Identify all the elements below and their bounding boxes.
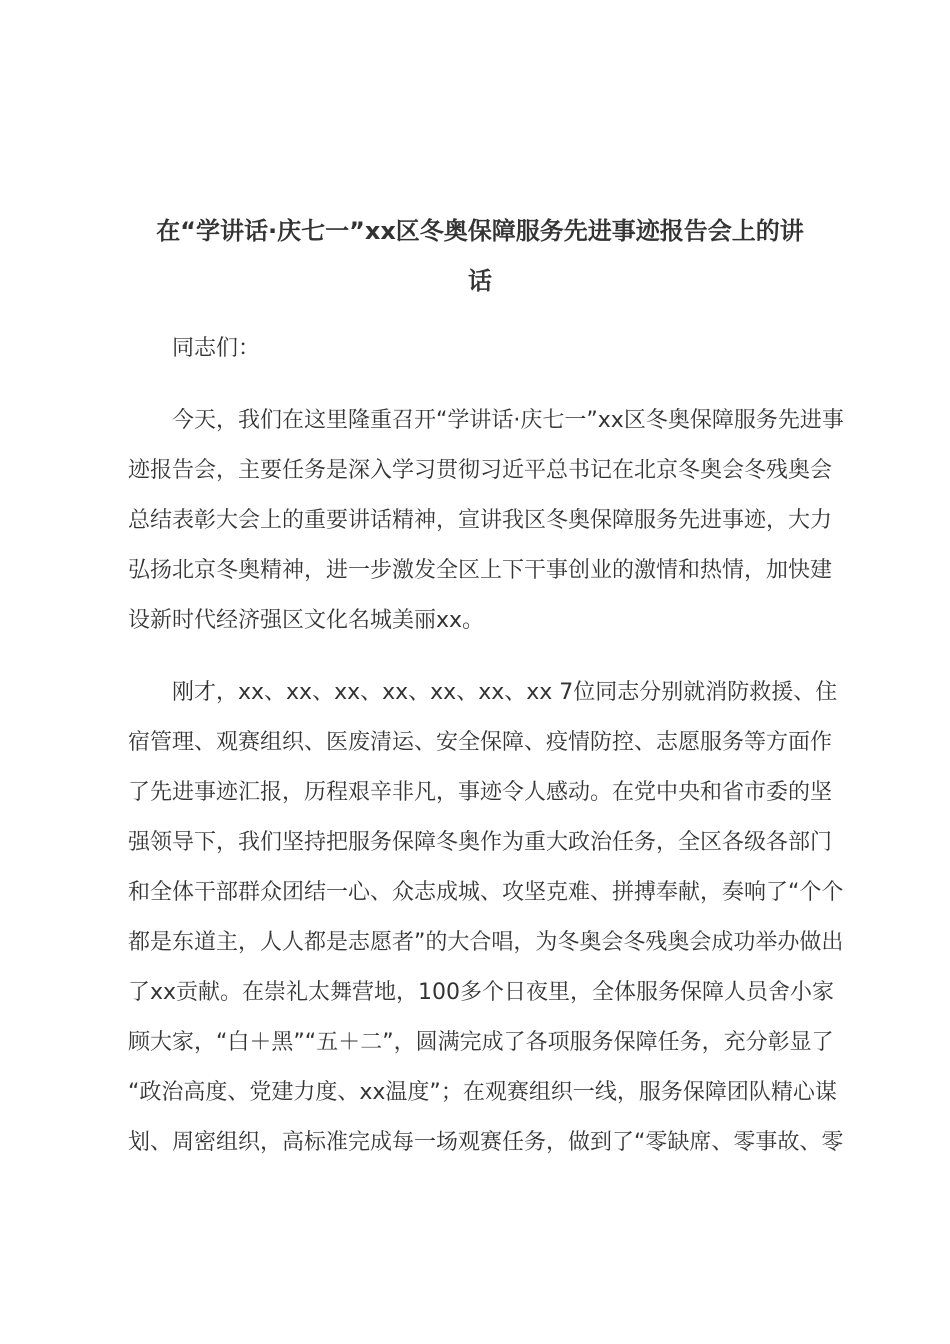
document-title	[120, 206, 840, 306]
text-line: 弘扬北京冬奥精神，进一步激发全区上下干事创业的激情和热情，加快建	[128, 558, 833, 583]
text-line: 了先进事迹汇报，历程艰辛非凡，事迹令人感动。在党中央和省市委的坚	[128, 780, 833, 805]
text-line: 和全体干部群众团结一心、众志成城、攻坚克难、拼搏奉献，奏响了“个个	[128, 880, 844, 905]
paragraph	[128, 396, 858, 646]
title-line: 话	[468, 267, 492, 295]
text-line: 设新时代经济强区文化名城美丽xx。	[128, 608, 485, 633]
text-line: 宿管理、观赛组织、医废清运、安全保障、疫情防控、志愿服务等方面作	[128, 730, 833, 755]
text-line: 迹报告会，主要任务是深入学习贯彻习近平总书记在北京冬奥会冬残奥会	[128, 458, 833, 483]
text-line: “政治高度、党建力度、xx温度”；在观赛组织一线，服务保障团队精心谋	[128, 1080, 837, 1105]
text-line: 刚才，xx、xx、xx、xx、xx、xx、xx 7位同志分别就消防救援、住	[172, 680, 838, 705]
text-line: 了xx贡献。在崇礼太舞营地，100多个日夜里，全体服务保障人员舍小家	[128, 980, 835, 1005]
text-line: 今天，我们在这里隆重召开“学讲话·庆七一”xx区冬奥保障服务先进事	[172, 408, 844, 433]
salutation: 同志们：	[172, 336, 261, 361]
text-line: 划、周密组织，高标准完成每一场观赛任务，做到了“零缺席、零事故、零	[128, 1130, 844, 1155]
text-line: 顾大家，“白＋黑”“五＋二”，圆满完成了各项服务保障任务，充分彰显了	[128, 1030, 834, 1055]
text-line: 强领导下，我们坚持把服务保障冬奥作为重大政治任务，全区各级各部门	[128, 830, 833, 855]
text-line: 都是东道主，人人都是志愿者”的大合唱，为冬奥会冬残奥会成功举办做出	[128, 930, 844, 955]
text-line: 总结表彰大会上的重要讲话精神，宣讲我区冬奥保障服务先进事迹，大力	[128, 508, 833, 533]
paragraph	[128, 668, 858, 1168]
title-line: 在“学讲话·庆七一”xx区冬奥保障服务先进事迹报告会上的讲	[156, 217, 804, 245]
